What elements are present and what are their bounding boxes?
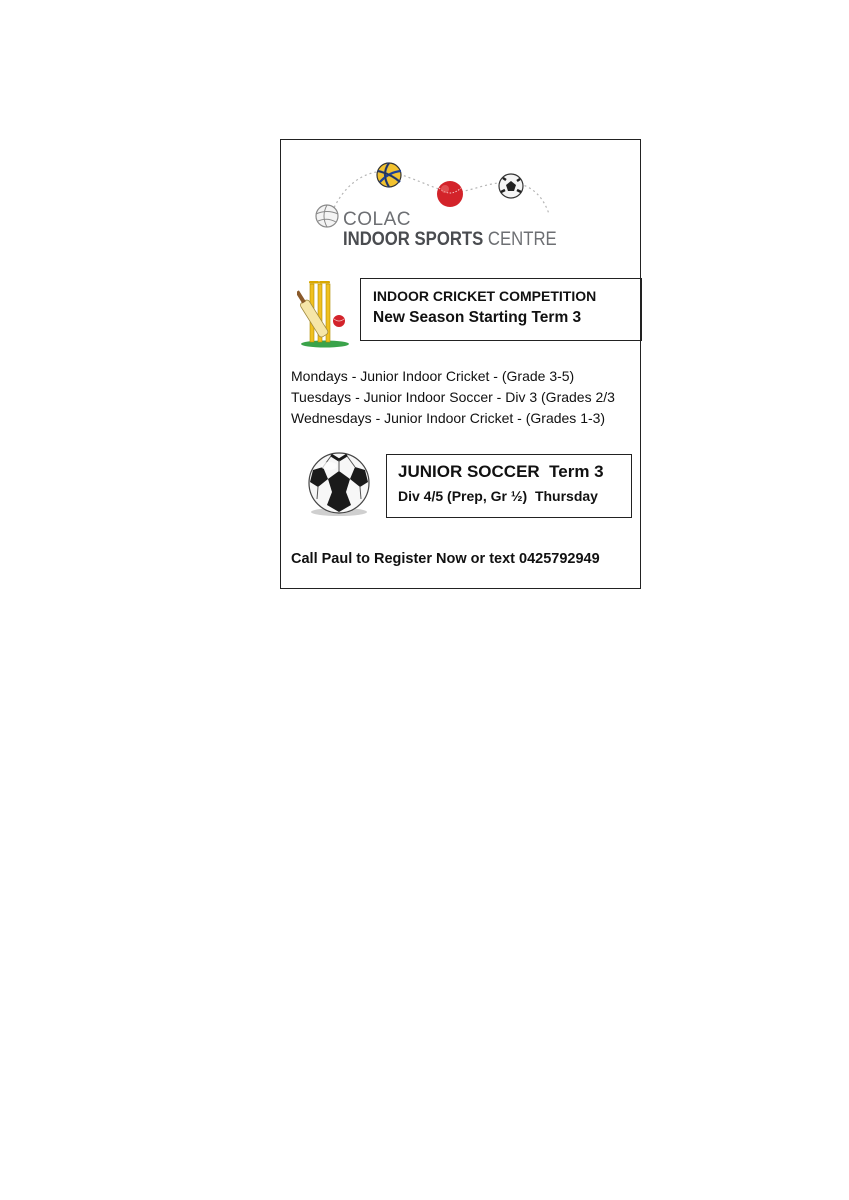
schedule-line-wednesday: Wednesdays - Junior Indoor Cricket - (Grades 1-3) bbox=[291, 410, 606, 426]
soccer-subtitle: Div 4/5 (Prep, Gr ½) Thursday bbox=[398, 488, 598, 504]
centre-logo bbox=[309, 154, 569, 250]
flyer bbox=[280, 139, 641, 589]
schedule-line-monday: Mondays - Junior Indoor Cricket - (Grade 3-5) bbox=[291, 368, 575, 384]
logo-wordmark bbox=[343, 210, 586, 249]
junior-soccer-box bbox=[386, 454, 632, 518]
cricket-subtitle: New Season Starting Term 3 bbox=[373, 309, 582, 326]
logo-colac-text: COLAC bbox=[343, 209, 411, 230]
logo-line2 bbox=[343, 230, 557, 249]
logo-indoor-sports-text: INDOOR SPORTS bbox=[343, 229, 484, 250]
cricket-stumps-bat-icon bbox=[297, 278, 349, 350]
logo-centre-text: CENTRE bbox=[487, 229, 557, 250]
register-call-to-action: Call Paul to Register Now or text 0425792949 bbox=[291, 551, 600, 567]
soccer-ball-icon bbox=[301, 452, 377, 518]
small-soccer-ball-icon bbox=[499, 174, 523, 198]
cricket-title: INDOOR CRICKET COMPETITION bbox=[373, 288, 597, 304]
netball-icon bbox=[316, 205, 338, 227]
volleyball-icon bbox=[377, 163, 401, 187]
cricket-competition-box bbox=[360, 278, 642, 341]
cricket-ball-icon bbox=[437, 181, 463, 207]
soccer-title: JUNIOR SOCCER Term 3 bbox=[398, 462, 604, 481]
schedule-list bbox=[291, 366, 615, 429]
schedule-line-tuesday: Tuesdays - Junior Indoor Soccer - Div 3 (Grades 2/3 bbox=[291, 389, 615, 405]
